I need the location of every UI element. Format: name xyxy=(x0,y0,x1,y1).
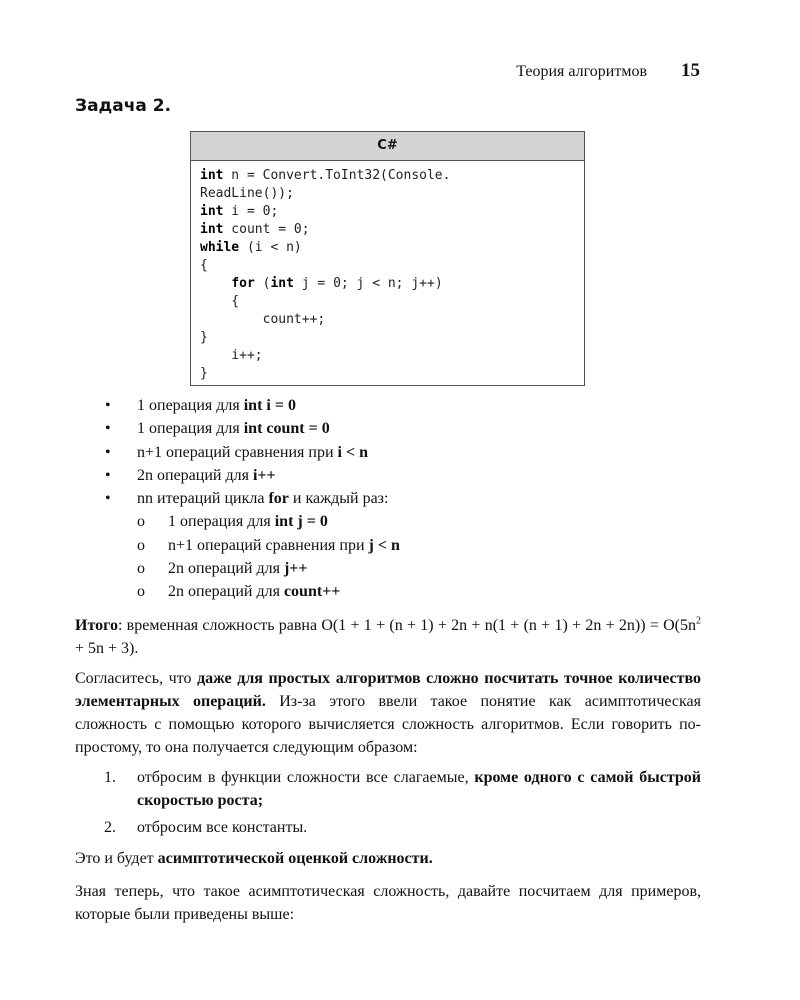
code-keyword: for xyxy=(231,276,255,291)
bullet-item xyxy=(105,487,400,510)
code-language-label: C# xyxy=(191,132,584,161)
bullet-marker: o xyxy=(137,536,145,554)
bullet-text-part: 2n операций для xyxy=(168,560,284,578)
code-line xyxy=(200,185,584,203)
item-text-part: отбросим все константы. xyxy=(137,819,308,836)
summary-superscript: 2 xyxy=(696,615,701,627)
bullet-text xyxy=(168,534,400,557)
code-text: } xyxy=(200,330,208,345)
explanation-text-cont: Из-за этого ввели такое понятие как асимптотическая сложность с помощью которого вычисляется сложность алгоритмов. Если говорить по-простому, то она получается следующим образом: xyxy=(75,693,701,756)
bullet-item xyxy=(105,441,400,464)
bullet-text-bold: count++ xyxy=(283,583,341,601)
summary-label: Итого xyxy=(75,617,118,634)
code-line xyxy=(200,275,584,293)
code-text xyxy=(200,276,231,291)
explanation-text: Согласитесь, что xyxy=(75,670,198,687)
running-title: Теория алгоритмов xyxy=(516,63,647,80)
code-line xyxy=(200,293,584,311)
bullet-text-bold: i < n xyxy=(337,443,368,461)
code-line xyxy=(200,239,584,257)
bullet-text-part: 1 операция для xyxy=(137,397,244,414)
summary-text-end: + 5n + 3). xyxy=(75,640,139,657)
code-text: { xyxy=(200,258,208,273)
code-text: count = 0; xyxy=(223,222,310,237)
code-line xyxy=(200,257,584,275)
bullet-marker: • xyxy=(105,490,111,508)
bullet-text-part: 1 операция для xyxy=(137,420,244,438)
code-text: i++; xyxy=(200,348,263,363)
code-text: { xyxy=(200,294,240,309)
bullet-marker: • xyxy=(105,397,111,414)
code-line xyxy=(200,311,584,329)
bullet-text-part: 2n операций для xyxy=(137,466,253,484)
bullet-text-bold: i++ xyxy=(252,466,276,484)
closing-paragraph xyxy=(75,880,701,926)
bullet-text-bold: int i = 0 xyxy=(243,397,296,414)
bullet-text-bold: int j = 0 xyxy=(274,513,328,531)
bullet-item xyxy=(105,464,400,487)
bullet-marker: o xyxy=(137,560,145,578)
code-line xyxy=(200,221,584,239)
bullet-text-part: n+1 операций сравнения при xyxy=(137,443,338,461)
code-block xyxy=(190,131,585,386)
item-number: 1. xyxy=(104,769,116,786)
code-keyword: int xyxy=(200,168,224,183)
item-text xyxy=(137,816,701,839)
numbered-list xyxy=(104,766,701,843)
code-body xyxy=(191,161,584,385)
bullet-text xyxy=(137,417,330,440)
code-text: n = Convert.ToInt32(Console. xyxy=(223,168,451,183)
sub-bullet-item xyxy=(105,510,400,533)
summary-text: : временная сложность равна O(1 + 1 + (n + 1) + 2n + n(1 + (n + 1) + 2n + 2n)) = O(5n xyxy=(117,617,696,634)
bullet-text-part: 1 операция для xyxy=(168,513,275,531)
bullet-text-part: n+1 операций сравнения при xyxy=(168,536,369,554)
conclusion-paragraph xyxy=(75,847,701,870)
explanation-paragraph xyxy=(75,667,701,759)
bullet-marker: o xyxy=(137,583,145,601)
code-line xyxy=(200,365,584,383)
sub-bullet-item xyxy=(105,580,400,603)
bullet-text xyxy=(137,464,276,487)
explanation-emphasis: даже для простых алгоритмов сложно посчитать точное количество элементарных операций. xyxy=(75,670,702,710)
bullet-text xyxy=(137,487,388,510)
bullet-text-part: 2n операций для xyxy=(168,583,284,601)
bullet-text-part: nn итераций цикла xyxy=(137,490,269,508)
running-head xyxy=(516,60,700,82)
code-keyword: int xyxy=(200,204,224,219)
sub-bullet-item xyxy=(105,557,400,580)
item-text-part: отбросим в функции сложности все слагаемые, xyxy=(137,769,475,786)
code-text: count++; xyxy=(200,312,326,327)
code-keyword: int xyxy=(200,222,224,237)
bullet-marker: • xyxy=(105,443,111,461)
bullet-text-bold: for xyxy=(268,490,289,508)
code-text: j = 0; j < n; j++) xyxy=(293,276,443,291)
bullet-marker: o xyxy=(137,513,145,531)
bullet-text-part: и каждый раз: xyxy=(288,490,389,508)
closing-text: Зная теперь, что такое асимптотическая сложность, давайте посчитаем для примеров, которые были приведены выше: xyxy=(75,883,701,923)
numbered-item xyxy=(104,816,701,839)
bullet-text xyxy=(137,394,296,417)
bullet-text-bold: int count = 0 xyxy=(243,420,330,438)
item-number: 2. xyxy=(104,819,116,836)
task-title: Задача 2. xyxy=(75,96,172,116)
bullet-marker: • xyxy=(105,466,111,484)
code-line xyxy=(200,329,584,347)
code-keyword: while xyxy=(200,240,240,255)
bullet-item xyxy=(105,394,400,417)
code-line xyxy=(200,167,584,185)
conclusion-emphasis: асимптотической оценкой сложности. xyxy=(157,850,433,867)
bullet-text xyxy=(137,441,368,464)
code-keyword: int xyxy=(270,276,294,291)
bullet-text-bold: j++ xyxy=(283,560,308,578)
bullet-item xyxy=(105,417,400,440)
code-text: ReadLine()); xyxy=(200,186,294,201)
code-line xyxy=(200,203,584,221)
bullet-text xyxy=(168,557,308,580)
item-text xyxy=(137,766,701,812)
code-text: ( xyxy=(254,276,271,291)
conclusion-text: Это и будет xyxy=(75,850,158,867)
page-number: 15 xyxy=(681,60,700,81)
bullet-text-bold: j < n xyxy=(368,536,400,554)
bullet-text xyxy=(168,510,328,533)
bullet-marker: • xyxy=(105,420,111,438)
code-text: } xyxy=(200,366,208,381)
sub-bullet-item xyxy=(105,534,400,557)
bullet-list xyxy=(105,394,400,604)
code-line xyxy=(200,347,584,365)
code-text: (i < n) xyxy=(239,240,302,255)
item-text-bold: кроме одного с самой быстрой скоростью роста; xyxy=(137,769,701,809)
code-text: i = 0; xyxy=(223,204,279,219)
summary-paragraph xyxy=(75,614,701,660)
numbered-item xyxy=(104,766,701,812)
bullet-text xyxy=(168,580,340,603)
